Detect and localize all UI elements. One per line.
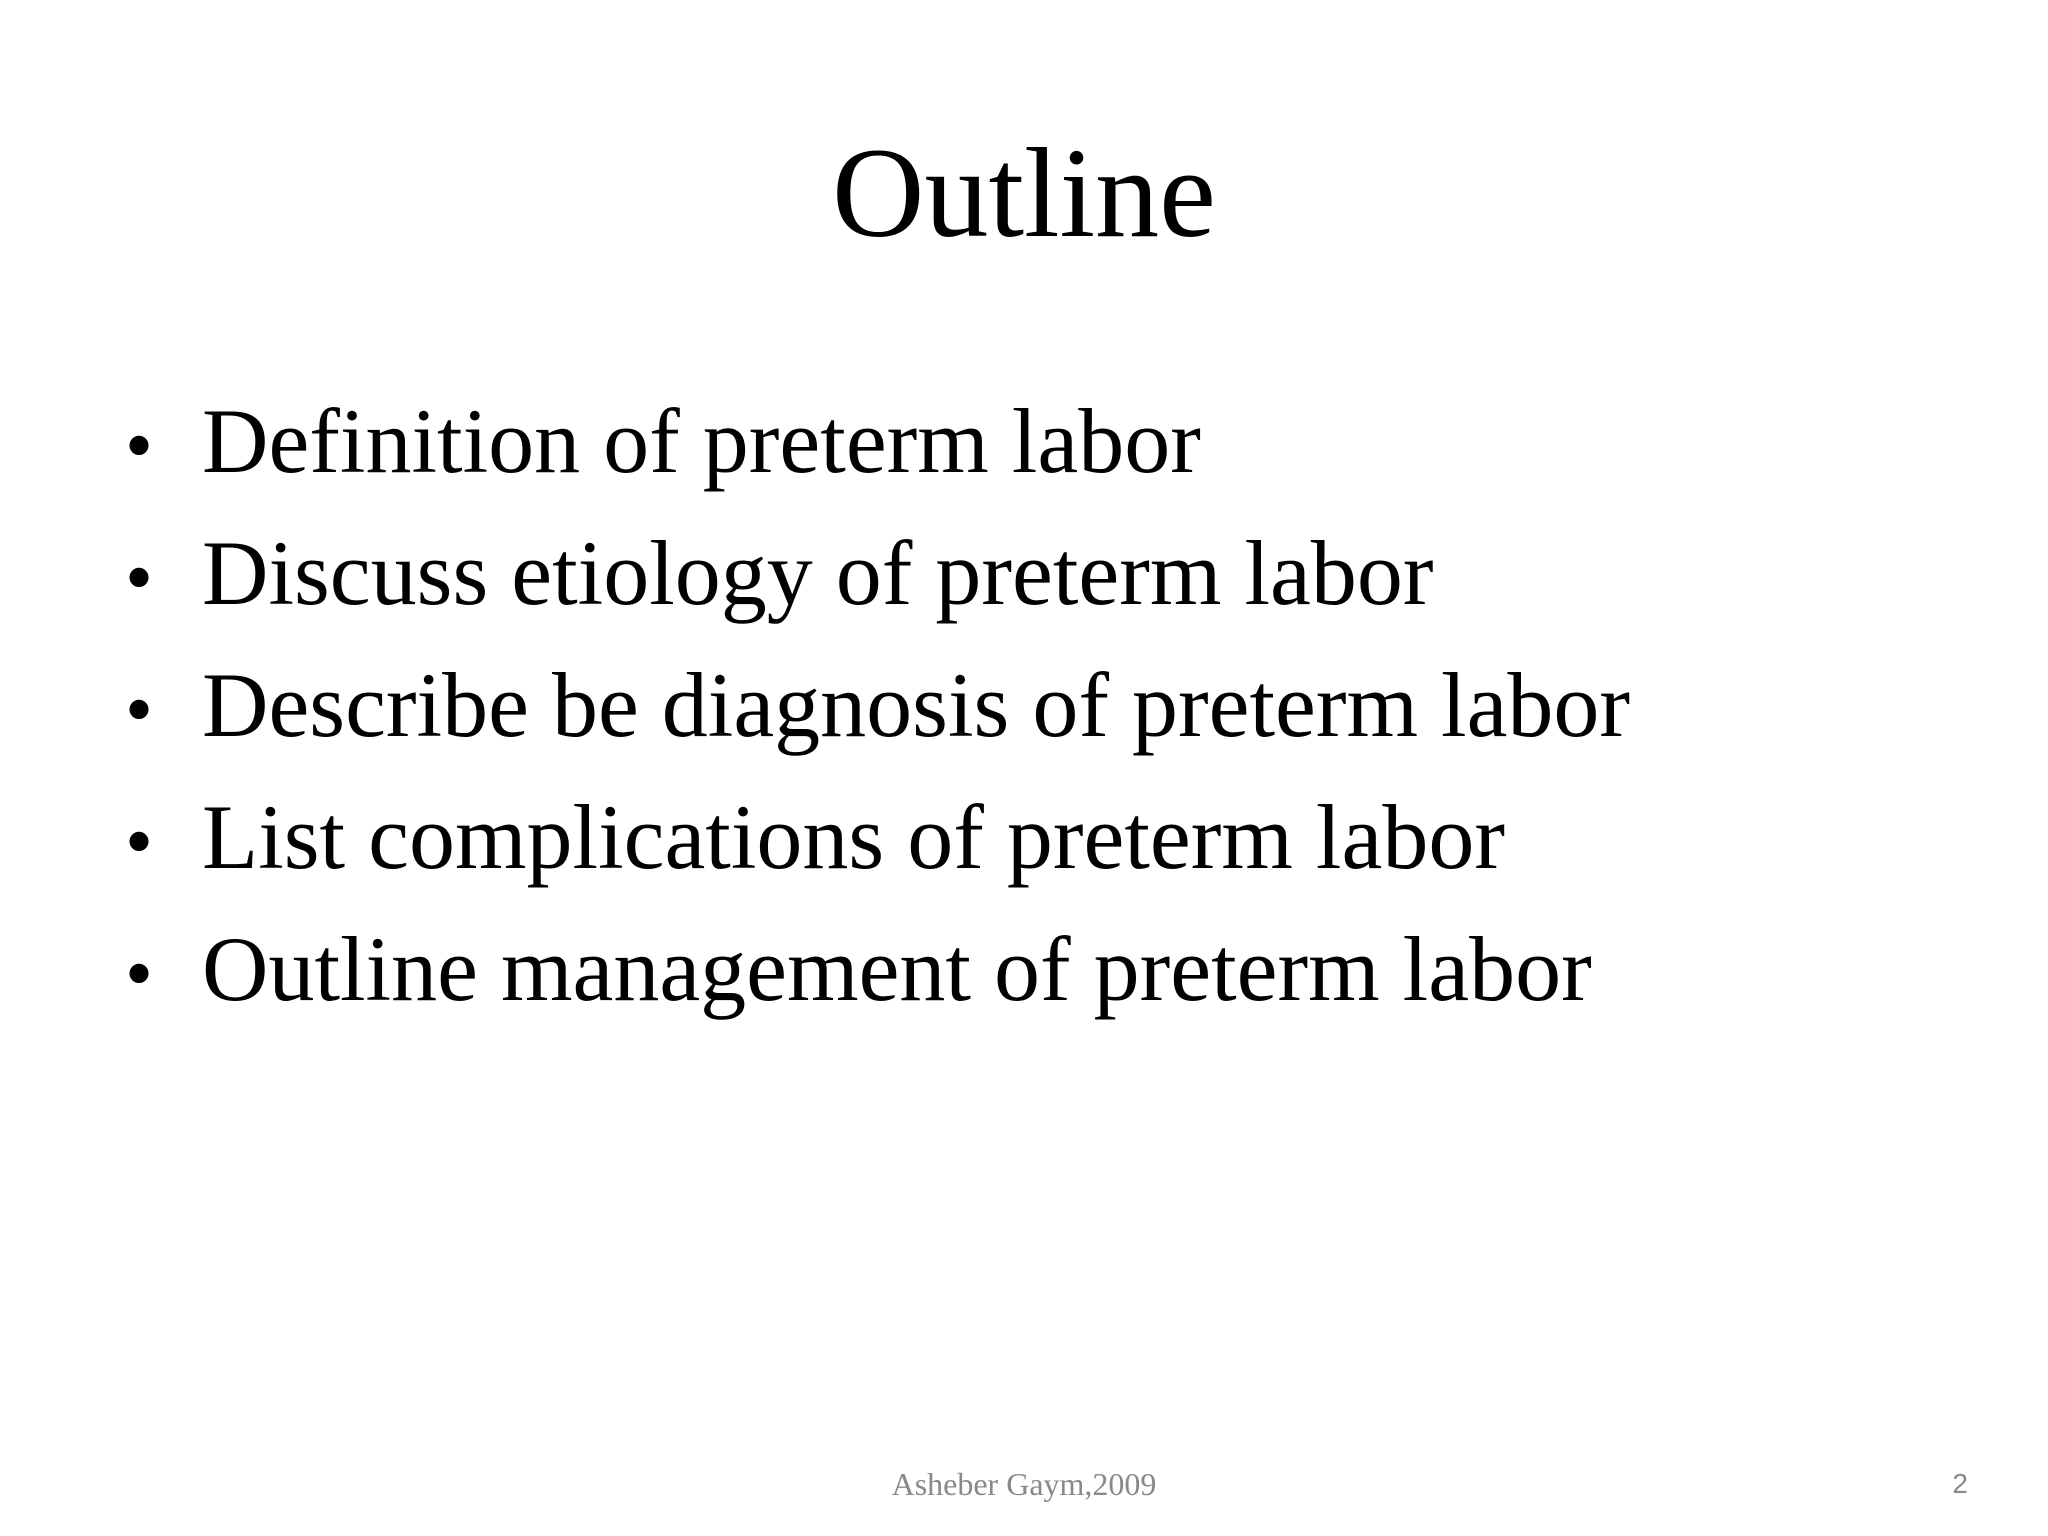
bullet-list <box>125 375 1975 1035</box>
bullet-icon: • <box>125 798 154 886</box>
bullet-item-diagnosis <box>125 639 1975 771</box>
bullet-icon: • <box>125 930 154 1018</box>
slide-title: Outline <box>832 122 1216 264</box>
bullet-item-complications <box>125 771 1975 903</box>
bullet-text: Describe be diagnosis of preterm labor <box>202 654 1631 756</box>
slide-number: 2 <box>1952 1468 1968 1499</box>
bullet-icon: • <box>125 666 154 754</box>
bullet-icon: • <box>125 402 154 490</box>
bullet-text: Discuss etiology of preterm labor <box>202 522 1434 624</box>
bullet-item-management <box>125 903 1975 1035</box>
bullet-item-definition <box>125 375 1975 507</box>
bullet-icon: • <box>125 534 154 622</box>
bullet-text: Outline management of preterm labor <box>202 918 1592 1020</box>
bullet-item-etiology <box>125 507 1975 639</box>
slide-footer: Asheber Gaym,2009 <box>891 1466 1157 1502</box>
bullet-text: List complications of preterm labor <box>202 786 1505 888</box>
bullet-text: Definition of preterm labor <box>202 390 1201 492</box>
